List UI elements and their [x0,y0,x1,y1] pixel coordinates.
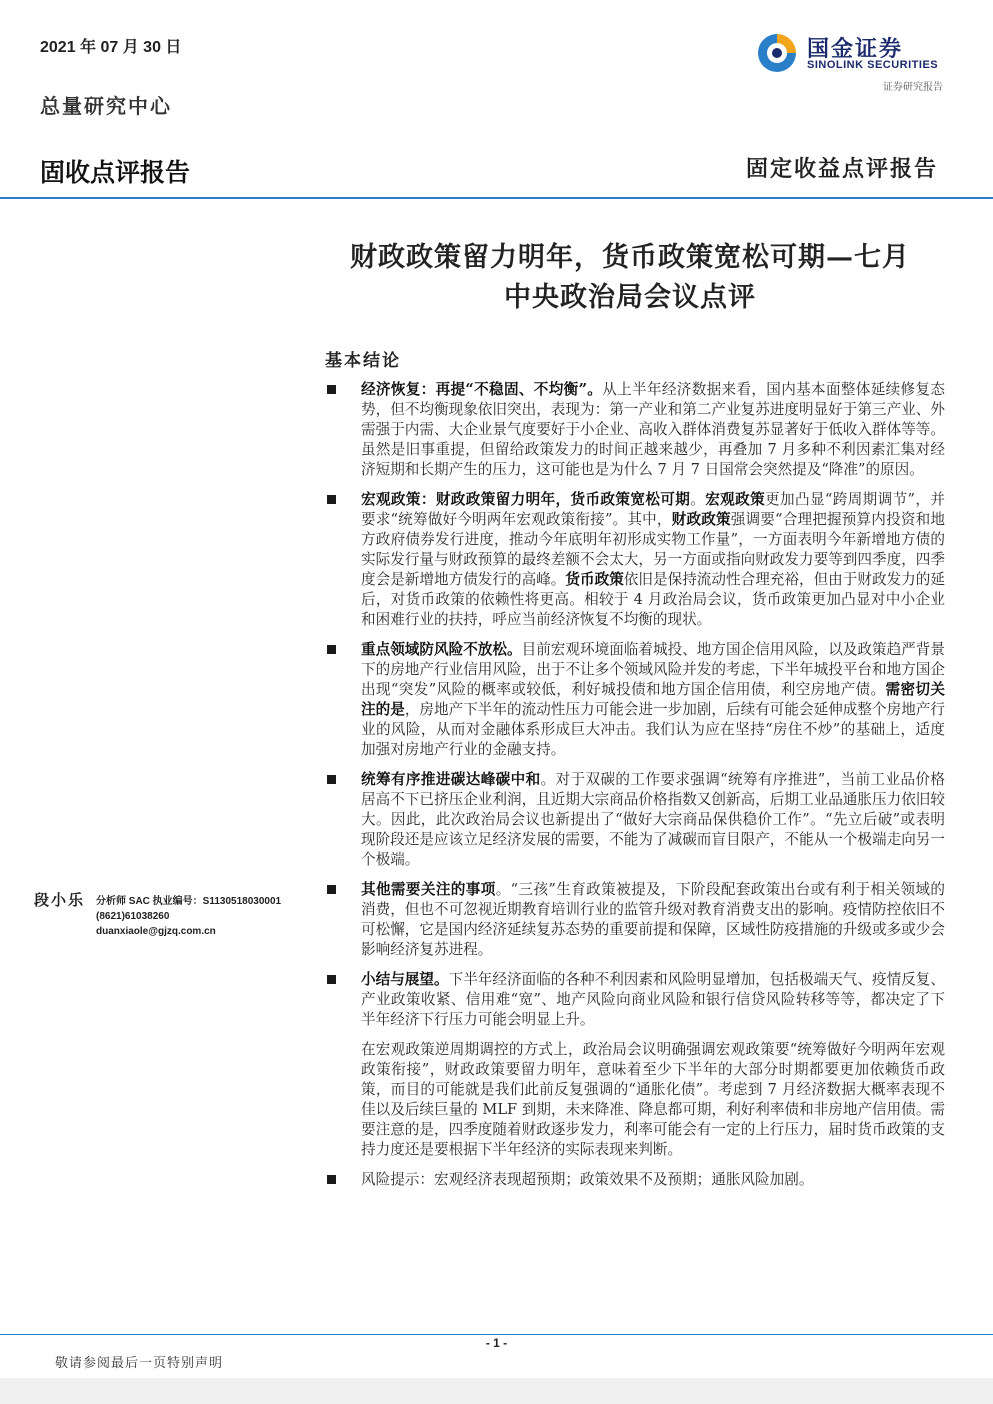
summary-paragraph: 在宏观政策逆周期调控的方式上，政治局会议明确强调宏观政策要“统筹做好今明两年宏观政策衔接”，财政政策要留力明年，意味着至少下半年的大部分时期都要更加依赖货币政策，而目的可能就是我们此前反复强调的“通胀化债”。考虑到 7 月经济数据大概率表现不佳以及后续巨量的 MLF 到期，未来降准、降息都可期，利好利率债和非房地产信用债。需要注意的是，四季度随着财政逐步发力，利率可能会有一定的上行压力，届时货币政策的支持力度还是要根据下半年经济的实际表现来判断。 [361,1041,946,1158]
bullet-square-icon [327,495,336,504]
conclusions-body [325,380,945,1200]
department-label: 总量研究中心 [40,94,172,118]
disclaimer-note: 敬请参阅最后一页特别声明 [55,1356,224,1371]
logo-mark-icon [753,30,801,76]
bullet-other-matters [325,880,945,960]
bullet-risk-prevention [325,640,945,760]
report-title [320,238,940,318]
footer-band [0,1378,993,1404]
bullet-emphasis: 宏观政策 [705,491,766,508]
logo-text-cn: 国金证券 [807,36,904,61]
bullet-square-icon [327,775,336,784]
bullet-text: 。对于双碳的工作要求强调“统筹有序推进”，当前工业品价格居高不下已挤压企业利润，且近期大宗商品价格指数又创新高，后期工业品通胀压力依旧较大。因此，此次政治局会议也新提出了“做好大宗商品保供稳价工作”。“先立后破”或表明现阶段还是应该立足经济发展的需要，不能为了减碳而盲目限产，不能从一个极端走向另一个极端。 [361,771,945,868]
bullet-square-icon [327,1175,336,1184]
bullet-text: 更加凸显“跨周期调节”，并要求“统筹做好今明两年宏观政策衔接”。其中， [361,491,945,528]
risk-warning-text: 风险提示：宏观经济表现超预期；政策效果不及预期；通胀风险加剧。 [361,1171,814,1188]
report-title-line-1: 财政政策留力明年，货币政策宽松可期—七月 [350,242,910,273]
bullet-summary-outlook [325,970,945,1030]
bullet-lead: 小结与展望。 [361,971,449,988]
bullet-text: ，房地产下半年的流动性压力可能会进一步加剧，后续有可能会延伸成整个房地产行业的风险，从而对金融体系形成巨大冲击。我们认为应在坚持“房住不炒”的基础上，适度加强对房地产行业的金融支持。 [361,701,945,758]
report-type-right: 固定收益点评报告 [745,156,938,182]
analyst-license: 分析师 SAC 执业编号：S1130518030001 [96,896,282,907]
bullet-risk-warning [325,1170,945,1190]
bullet-economy [325,380,945,480]
logo-text-en: SINOLINK SECURITIES [807,59,939,71]
bullet-emphasis: 货币政策 [565,571,624,588]
bullet-carbon [325,770,945,870]
company-logo [753,30,943,76]
analyst-phone: (8621)61038260 [96,911,170,922]
bullet-emphasis: 需密切关注的是 [361,681,945,718]
bullet-text: 目前宏观环境面临着城投、地方国企信用风险，以及政策趋严背景下的房地产行业信用风险，出于不让多个领域风险并发的考虑，下半年城投平台和地方国企出现“突发”风险的概率或较低，利好城投债和地方国企信用债，利空房地产债。 [361,641,945,698]
bullet-lead: 宏观政策：财政政策留力明年，货币政策宽松可期 [361,491,691,508]
bullet-lead: 重点领域防风险不放松。 [361,641,522,658]
bullet-square-icon [327,975,336,984]
bullet-lead: 其他需要关注的事项 [361,881,496,898]
bullet-text: 下半年经济面临的各种不利因素和风险明显增加，包括极端天气、疫情反复、产业政策收紧、信用难“宽”、地产风险向商业风险和银行信贷风险转移等等，都决定了下半年经济下行压力可能会明显上升。 [361,971,945,1028]
bullet-text: 。“三孩”生育政策被提及，下阶段配套政策出台或有利于相关领域的消费，但也不可忽视近期教育培训行业的监管升级对教育消费支出的影响。疫情防控依旧不可松懈，它是国内经济延续复苏态势的重要前提和保障，区域性防疫措施的升级或多或少会影响经济复苏进程。 [361,881,945,958]
bullet-text: 强调要“合理把握预算内投资和地方政府债券发行进度，推动今年底明年初形成实物工作量”，一方面表明今年新增地方债的实际发行量与财政预算的最终差额不会太大，另一方面或指向财政发力要等到四季度，四季度会是新增地方债发行的高峰。 [361,511,945,588]
report-type-left: 固收点评报告 [40,159,191,187]
bullet-text: 从上半年经济数据来看，国内基本面整体延续修复态势，但不均衡现象依旧突出，表现为：第一产业和第二产业复苏进度明显好于第三产业、外需强于内需、大企业景气度要好于小企业、高收入群体消费复苏显著好于低收入群体等等。虽然是旧事重提，但留给政策发力的时间正越来越少，再叠加 7 月多种不利因素汇集对经济短期和长期产生的压力，这可能也是为什么 7 月 7 日国常会突然提及“降准”的原因。 [361,381,945,478]
bullet-emphasis: 财政政策 [671,511,731,528]
bullet-macro-policy [325,490,945,630]
page-number: - 1 - [485,1336,508,1350]
footer-divider [0,1334,993,1335]
report-date: 2021 年 07 月 30 日 [40,39,182,56]
bullet-square-icon [327,645,336,654]
bullet-text: 依旧是保持流动性合理充裕，但由于财政发力的延后，对货币政策的依赖性将更高。相较于 4 月政治局会议，货币政策更加凸显对中小企业和困难行业的扶持，呼应当前经济恢复不均衡的现状。 [361,571,945,628]
bullet-lead: 经济恢复：再提“不稳固、不均衡”。 [361,381,603,398]
bullet-lead: 统筹有序推进碳达峰碳中和 [361,771,541,788]
bullet-text: 。 [690,491,706,508]
section-heading: 基本结论 [325,351,401,371]
bullet-square-icon [327,885,336,894]
analyst-details [96,894,281,939]
logo-subtitle: 证券研究报告 [883,82,943,93]
analyst-name: 段小乐 [34,891,86,909]
report-title-line-2: 中央政治局会议点评 [504,282,756,313]
header-divider [0,197,993,199]
bullet-square-icon [327,385,336,394]
analyst-email[interactable]: duanxiaole@gjzq.com.cn [96,926,216,937]
